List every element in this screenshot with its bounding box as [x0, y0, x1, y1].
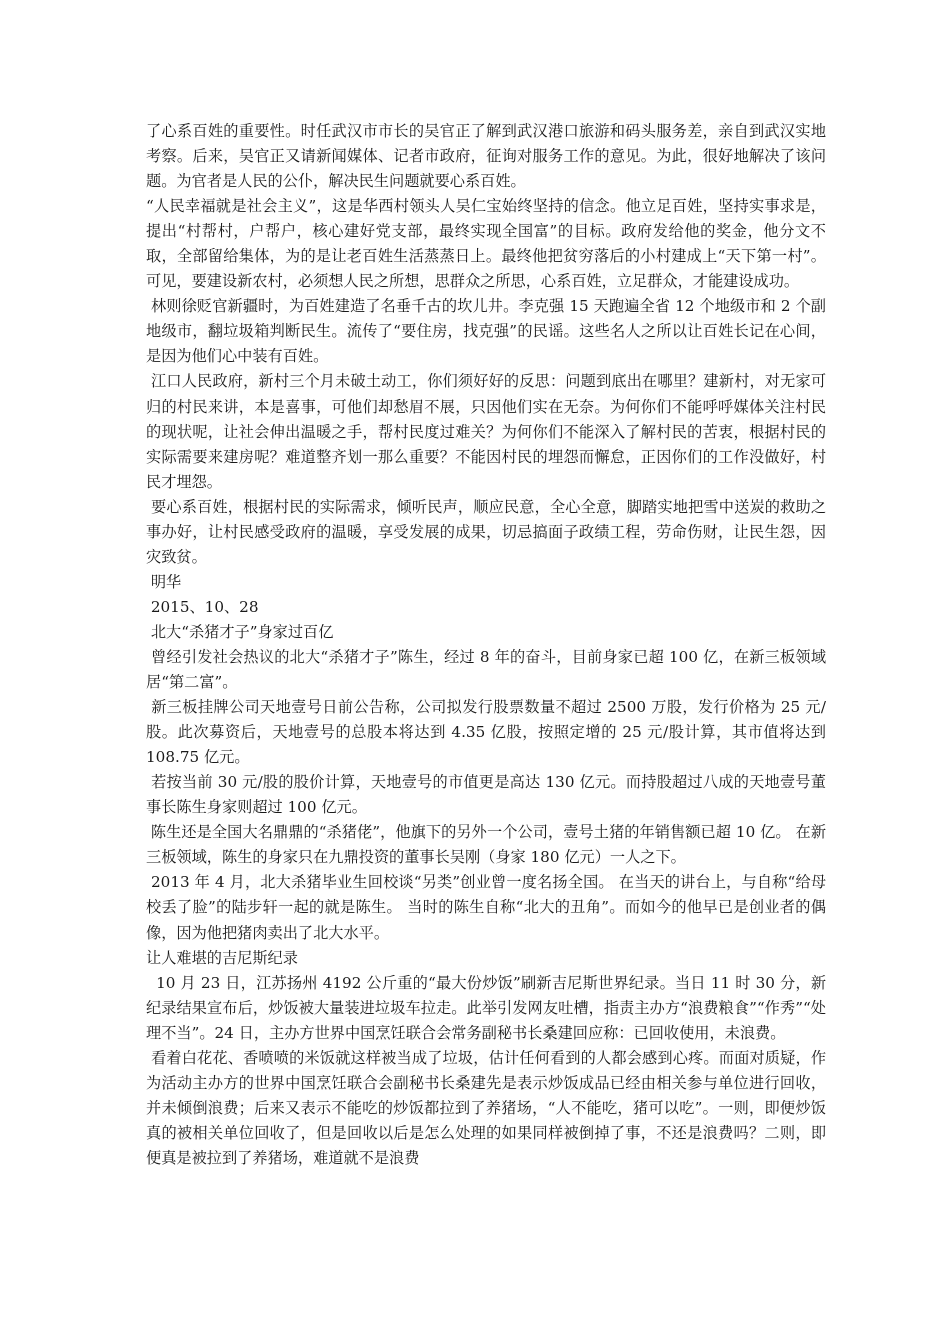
paragraph: 了心系百姓的重要性。时任武汉市市长的吴官正了解到武汉港口旅游和码头服务差，亲自到武汉实地考察。后来，吴官正又请新闻媒体、记者市政府，征询对服务工作的意见。为此，很好地解决了该问题。为官者是人民的公仆，解决民生问题就要心系百姓。	[146, 122, 826, 191]
paragraph: 林则徐贬官新疆时，为百姓建造了名垂千古的坎儿井。李克强 15 天跑遍全省 12 个地级市和 2 个副地级市，翻垃圾箱判断民生。流传了“要住房，找克强”的民谣。这些名人之所以让百姓长记在心间，是因为他们心中装有百姓。	[146, 297, 826, 366]
paragraph: “人民幸福就是社会主义”，这是华西村领头人吴仁宝始终坚持的信念。他立足百姓，坚持实事求是，提出“村帮村，户帮户，核心建好党支部，最终实现全国富”的目标。政府发给他的奖金，他分文不取，全部留给集体，为的是让老百姓生活蒸蒸日上。最终他把贫穷落后的小村建成上“天下第一村”。可见，要建设新农村，必须想人民之所想，思群众之所思，心系百姓，立足群众，才能建设成功。	[146, 197, 826, 291]
author-line: 明华	[146, 572, 182, 591]
paragraph: 新三板挂牌公司天地壹号日前公告称，公司拟发行股票数量不超过 2500 万股，发行价格为 25 元/股。此次募资后，天地壹号的总股本将达到 4.35 亿股，按照定增的 25 元/股计算，其市值将达到 108.75 亿元。	[146, 698, 831, 767]
paragraph: 10 月 23 日，江苏扬州 4192 公斤重的“最大份炒饭”刷新吉尼斯世界纪录。当日 11 时 30 分，新纪录结果宣布后，炒饭被大量装进垃圾车拉走。此举引发网友吐槽，指责主办方“浪费粮食”“作秀”“处理不当”。24 日，主办方世界中国烹饪联合会常务副秘书长桑建回应称：已回收使用，未浪费。	[146, 973, 827, 1042]
paragraph: 要心系百姓，根据村民的实际需求，倾听民声，顺应民意，全心全意，脚踏实地把雪中送炭的救助之事办好，让村民感受政府的温暖，享受发展的成果，切忌搞面子政绩工程，劳命伤财，让民生怨，因灾致贫。	[146, 497, 827, 566]
article-title: 北大“杀猪才子”身家过百亿	[146, 622, 334, 641]
paragraph: 看着白花花、香喷喷的米饭就这样被当成了垃圾，估计任何看到的人都会感到心疼。而面对质疑，作为活动主办方的世界中国烹饪联合会副秘书长桑建先是表示炒饭成品已经由相关参与单位进行回收，并未倾倒浪费；后来又表示不能吃的炒饭都拉到了养猪场，“人不能吃，猪可以吃”。一则，即便炒饭真的被相关单位回收了，但是回收以后是怎么处理的如果同样被倒掉了事，不还是浪费吗？二则，即便真是被拉到了养猪场，难道就不是浪费	[146, 1048, 827, 1167]
paragraph: 曾经引发社会热议的北大“杀猪才子”陈生，经过 8 年的奋斗，目前身家已超 100 亿，在新三板领域居“第二富”。	[146, 647, 827, 692]
paragraph: 2013 年 4 月，北大杀猪毕业生回校谈“另类”创业曾一度名扬全国。 在当天的讲台上，与自称“给母校丢了脸”的陆步轩一起的就是陈生。 当时的陈生自称“北大的丑角”。而如今的他早已是创业者的偶像，因为他把猪肉卖出了北大水平。	[146, 873, 827, 942]
paragraph: 江口人民政府，新村三个月未破土动工，你们须好好的反思：问题到底出在哪里？建新村，对无家可归的村民来讲，本是喜事，可他们却愁眉不展，只因他们实在无奈。为何你们不能呼呼媒体关注村民的现状呢，让社会伸出温暖之手，帮村民度过难关？为何你们不能深入了解村民的苦衷，根据村民的实际需要来建房呢？难道整齐划一那么重要？不能因村民的埋怨而懈怠，正因你们的工作没做好，村民才埋怨。	[146, 372, 827, 491]
paragraph: 若按当前 30 元/股的股价计算，天地壹号的市值更是高达 130 亿元。而持股超过八成的天地壹号董事长陈生身家则超过 100 亿元。	[146, 773, 826, 817]
article-title: 让人难堪的吉尼斯纪录	[146, 948, 298, 967]
date-line: 2015、10、28	[146, 597, 259, 616]
paragraph: 陈生还是全国大名鼎鼎的“杀猪佬”，他旗下的另外一个公司，壹号土猪的年销售额已超 10 亿。 在新三板领域，陈生的身家只在九鼎投资的董事长吴刚（身家 180 亿元）一人之下。	[146, 823, 827, 867]
document-body	[146, 119, 831, 1171]
